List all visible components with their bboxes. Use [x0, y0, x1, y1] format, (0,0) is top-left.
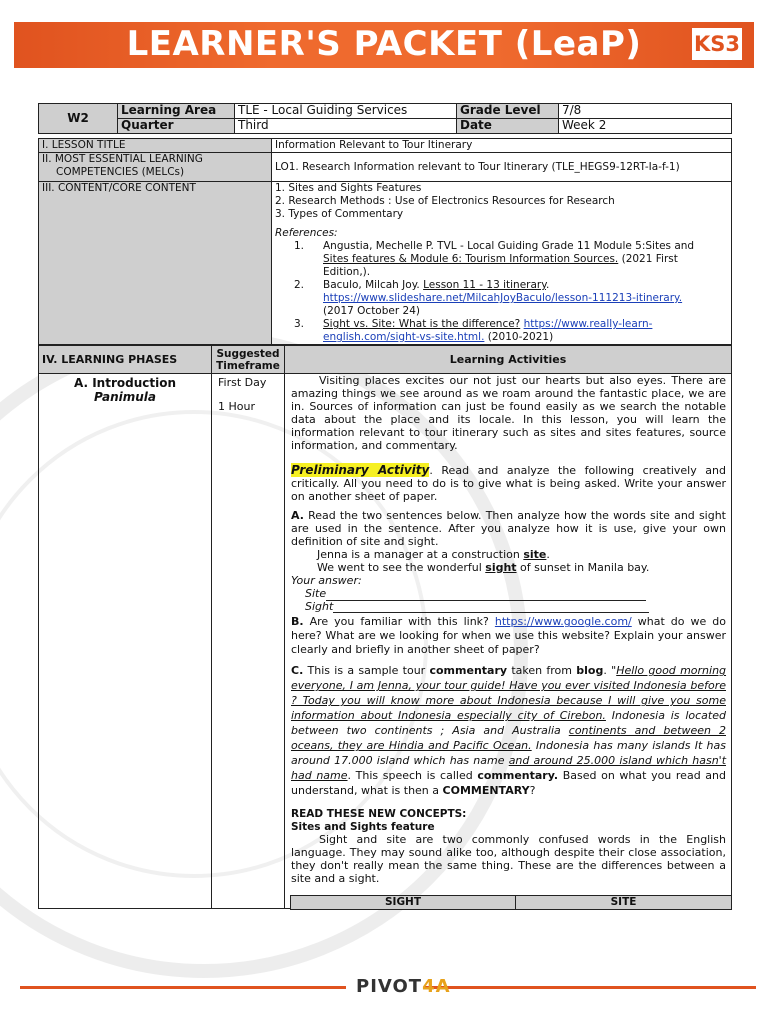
sentence-1-word: site: [523, 547, 547, 561]
item-c-blog: blog: [576, 664, 604, 678]
date-value: Week 2: [559, 119, 732, 134]
sight-answer-label: Sight: [305, 599, 334, 613]
item-c-end: ?: [529, 784, 536, 798]
footer-rule-right: [424, 986, 756, 989]
ref3-number: 3.: [293, 318, 305, 330]
lesson-table: [38, 138, 732, 345]
site-answer-label: Site: [305, 586, 327, 600]
ref1-number: 1.: [293, 240, 305, 252]
sites-heading: Sites and Sights feature: [291, 821, 435, 834]
reference-1: [275, 240, 728, 279]
item-c-mid: taken from: [507, 664, 577, 678]
sentence-2-word: sight: [485, 560, 517, 574]
melc-label: [39, 153, 272, 182]
ref2-url-link[interactable]: https://www.slideshare.net/MilcahJoyBaculo/lesson-111213-itinerary.: [323, 292, 683, 304]
sentence-2-post: of sunset in Manila bay.: [516, 560, 650, 574]
lesson-title-label: I. LESSON TITLE: [39, 139, 272, 153]
content-item-2: 2. Research Methods : Use of Electronics Resources for Research: [275, 195, 615, 207]
phases-header: IV. LEARNING PHASES: [39, 346, 212, 374]
item-b: [291, 615, 726, 657]
learning-area-label: Learning Area: [118, 104, 235, 119]
sight-answer-row: [291, 601, 726, 614]
site-column-header: SITE: [516, 896, 732, 910]
phase-a-cell: [39, 374, 212, 909]
item-b-post: what do we do here? What are we looking for when we use this website? Explain your answer clearly and briefly in another sheet of paper?: [291, 615, 726, 657]
footer-rule-left: [20, 986, 346, 989]
item-c-after: . This speech is called: [347, 769, 478, 783]
ref3-body: [323, 318, 728, 344]
pivot-logo: [356, 976, 451, 997]
item-c-quote-mid: Indonesia is located between two continents ; Asia and Australia: [291, 709, 726, 738]
item-c-quote-underlined-3: and around 25.000 island which hasn't had name: [291, 754, 727, 783]
preliminary-activity-label: Preliminary Activity: [291, 463, 430, 478]
banner-title: LEARNER'S PACKET (LeaP): [126, 24, 642, 64]
item-c-quote-open: . ": [603, 664, 617, 678]
ref2-date: (2017 October 24): [323, 305, 420, 317]
phases-table: [38, 345, 732, 909]
item-c-after-2: Based on what you read and understand, what is then a: [291, 769, 726, 798]
site-answer-row: [291, 588, 726, 601]
timeframe-header-line1: Suggested: [216, 347, 280, 360]
grade-level-value: 7/8: [559, 104, 732, 119]
content-label: III. CONTENT/CORE CONTENT: [39, 182, 272, 345]
item-c-quote-underlined-2: continents and between 2 oceans, they are Hindia and Pacific Ocean.: [291, 724, 726, 753]
header-banner: [14, 22, 754, 68]
item-c-commentary-2: commentary.: [477, 769, 559, 783]
content-item-3: 3. Types of Commentary: [275, 208, 404, 220]
site-answer-line[interactable]: [326, 590, 646, 601]
ref2-body: [323, 279, 728, 318]
google-link[interactable]: https://www.google.com/: [494, 615, 632, 629]
item-a-text: Read the two sentences below. Then analyze how the words site and sight are used in the sentence. After you analyze how it is use, give your own definition of site and sight.: [291, 509, 726, 548]
sentence-2: [291, 562, 726, 575]
item-a-label: A.: [291, 509, 304, 523]
item-a: [291, 510, 726, 549]
melc-label-line1: II. MOST ESSENTIAL LEARNING: [42, 153, 203, 165]
timeframe-duration: 1 Hour: [218, 400, 255, 413]
ref3-title: Sight vs. Site: What is the difference?: [323, 318, 521, 330]
ks3-badge: KS3: [692, 28, 742, 60]
melc-label-line2: COMPETENCIES (MELCs): [56, 166, 185, 178]
preliminary-paragraph: [291, 464, 726, 504]
reference-3: [275, 318, 728, 344]
ref3-date: (2010-2021): [487, 331, 554, 343]
item-c-label: C.: [291, 664, 304, 678]
preliminary-text: . Read and analyze the following creatively and critically. All you need to do is to give what is being asked. Write your answer on another sheet of paper.: [291, 464, 726, 504]
ref1-tail: (2021 First: [618, 253, 678, 265]
item-c-commentary-caps: COMMENTARY: [442, 784, 530, 798]
ref2-title: Lesson 11 - 13 itinerary: [423, 279, 546, 291]
content-cell: [272, 182, 732, 345]
quarter-label: Quarter: [118, 119, 235, 134]
melc-value: LO1. Research Information relevant to Tour Itinerary (TLE_HEGS9-12RT-Ia-f-1): [272, 153, 732, 182]
grade-level-label: Grade Level: [457, 104, 559, 119]
intro-paragraph: Visiting places excites our not just our hearts but also eyes. There are amazing things we see around as we roam around the fantastic place, we are in. Sources of information can just be found easily as we search the notable data about the place and its locale. In this lesson, you will learn the information relevant to tour itinerary such as sites and sites features, source information, and commentary.: [291, 374, 726, 452]
ref3-url-link[interactable]: https://www.really-learn-english.com/sight-vs-site.html.: [323, 318, 653, 343]
ref2-dot: .: [545, 279, 550, 291]
ref1-underlined: Sites features & Module 6: Tourism Information Sources.: [323, 253, 619, 265]
sentence-1-pre: Jenna is a manager at a construction: [317, 547, 524, 561]
phase-a-subtitle: Panimula: [93, 390, 157, 404]
timeframe-header: [212, 346, 285, 374]
learning-area-value: TLE - Local Guiding Services: [235, 104, 457, 119]
ref1-edition: Edition,).: [323, 266, 371, 278]
sight-site-table: [290, 895, 732, 910]
item-b-label: B.: [291, 615, 304, 629]
pivot-logo-accent: 4A: [422, 976, 451, 997]
lesson-title-value: Information Relevant to Tour Itinerary: [272, 139, 732, 153]
timeframe-day: First Day: [218, 376, 267, 389]
week-badge: W2: [39, 104, 118, 134]
item-c-quote-mid-2: Indonesia has many islands It has around 17.000 island which has name: [291, 739, 726, 768]
content-item-1: 1. Sites and Sights Features: [275, 182, 422, 194]
pivot-logo-text: PIVOT: [356, 976, 423, 997]
references-label: References:: [275, 227, 338, 239]
your-answer-label: Your answer:: [291, 573, 362, 587]
timeframe-header-line2: Timeframe: [216, 359, 280, 372]
ref2-author: Baculo, Milcah Joy.: [323, 279, 424, 291]
item-c-pre: This is a sample tour: [303, 664, 430, 678]
item-b-pre: Are you familiar with this link?: [303, 615, 495, 629]
ref1-text: Angustia, Mechelle P. TVL - Local Guiding Grade 11 Module 5:Sites and: [323, 240, 695, 252]
phase-a-title: A. Introduction: [73, 376, 177, 390]
header-table: [38, 103, 732, 134]
new-concepts-heading: READ THESE NEW CONCEPTS:: [291, 808, 467, 821]
ref2-number: 2.: [293, 279, 305, 291]
sites-paragraph: Sight and site are two commonly confused words in the English language. They may sound alike too, although despite their close association, they don't really mean the same thing. These are the differences between a site and a sight.: [291, 833, 726, 885]
item-c-commentary: commentary: [429, 664, 508, 678]
ref1-body: [323, 240, 728, 279]
sentence-2-pre: We went to see the wonderful: [317, 560, 486, 574]
date-label: Date: [457, 119, 559, 134]
sight-answer-line[interactable]: [333, 602, 649, 613]
activities-cell: [285, 374, 732, 909]
reference-2: [275, 279, 728, 318]
quarter-value: Third: [235, 119, 457, 134]
item-c: [291, 663, 726, 798]
item-c-quote-underlined: Hello good morning everyone, I am Jenna, your tour guide! Have you ever visited Indonesia before ? Today you will know more about Indonesia because I will give you some information about Indonesia especially city of Cirebon.: [291, 664, 727, 723]
sentence-1-post: .: [546, 547, 550, 561]
timeframe-cell: [212, 374, 285, 909]
activities-header: Learning Activities: [285, 346, 732, 374]
sight-column-header: SIGHT: [291, 896, 516, 910]
